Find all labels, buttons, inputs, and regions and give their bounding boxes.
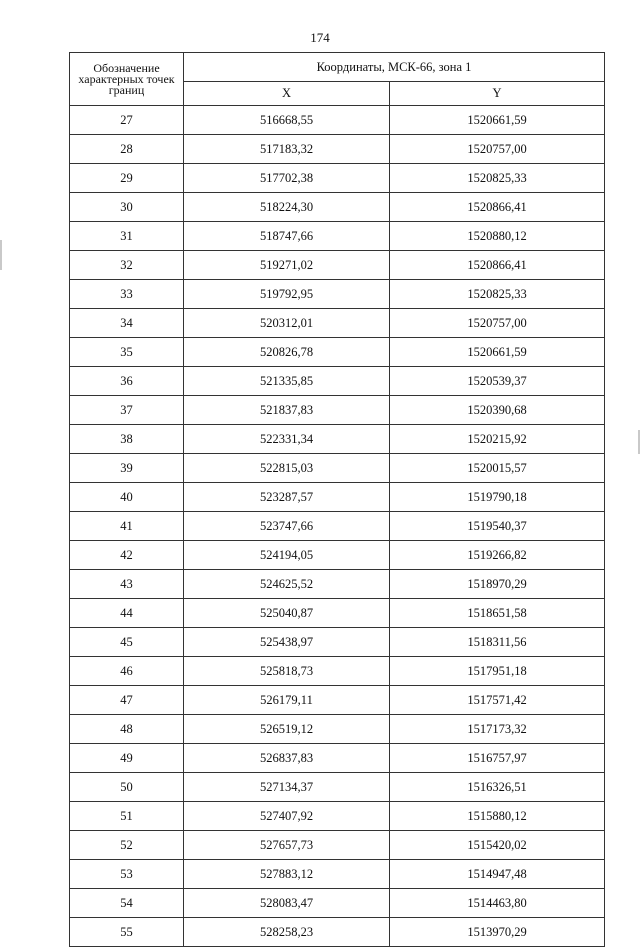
point-cell: 33 bbox=[70, 280, 184, 309]
y-cell: 1515420,02 bbox=[390, 831, 605, 860]
table-row bbox=[70, 106, 605, 135]
table-row bbox=[70, 164, 605, 193]
y-cell: 1514463,80 bbox=[390, 889, 605, 918]
y-cell: 1520539,37 bbox=[390, 367, 605, 396]
table-header-row bbox=[70, 53, 605, 82]
point-cell: 32 bbox=[70, 251, 184, 280]
table-row bbox=[70, 135, 605, 164]
y-cell: 1519266,82 bbox=[390, 541, 605, 570]
table-row bbox=[70, 483, 605, 512]
point-cell: 51 bbox=[70, 802, 184, 831]
table-row bbox=[70, 715, 605, 744]
point-cell: 40 bbox=[70, 483, 184, 512]
point-cell: 41 bbox=[70, 512, 184, 541]
x-cell: 526837,83 bbox=[184, 744, 390, 773]
point-cell: 34 bbox=[70, 309, 184, 338]
y-cell: 1520015,57 bbox=[390, 454, 605, 483]
y-cell: 1518651,58 bbox=[390, 599, 605, 628]
x-cell: 517702,38 bbox=[184, 164, 390, 193]
table-row bbox=[70, 860, 605, 889]
y-cell: 1516757,97 bbox=[390, 744, 605, 773]
table-row bbox=[70, 425, 605, 454]
y-cell: 1520757,00 bbox=[390, 135, 605, 164]
y-cell: 1520661,59 bbox=[390, 106, 605, 135]
x-cell: 522815,03 bbox=[184, 454, 390, 483]
y-cell: 1517951,18 bbox=[390, 657, 605, 686]
table-row bbox=[70, 918, 605, 947]
y-cell: 1520757,00 bbox=[390, 309, 605, 338]
point-cell: 30 bbox=[70, 193, 184, 222]
point-cell: 53 bbox=[70, 860, 184, 889]
point-cell: 50 bbox=[70, 773, 184, 802]
y-cell: 1520880,12 bbox=[390, 222, 605, 251]
table-row bbox=[70, 309, 605, 338]
x-cell: 525818,73 bbox=[184, 657, 390, 686]
point-cell: 55 bbox=[70, 918, 184, 947]
x-cell: 519792,95 bbox=[184, 280, 390, 309]
point-cell: 37 bbox=[70, 396, 184, 425]
point-cell: 47 bbox=[70, 686, 184, 715]
point-cell: 46 bbox=[70, 657, 184, 686]
table-row bbox=[70, 599, 605, 628]
table-row bbox=[70, 454, 605, 483]
y-cell: 1519540,37 bbox=[390, 512, 605, 541]
coordinates-table bbox=[69, 52, 605, 947]
point-cell: 28 bbox=[70, 135, 184, 164]
x-cell: 527407,92 bbox=[184, 802, 390, 831]
point-cell: 43 bbox=[70, 570, 184, 599]
point-cell: 42 bbox=[70, 541, 184, 570]
x-cell: 522331,34 bbox=[184, 425, 390, 454]
point-cell: 52 bbox=[70, 831, 184, 860]
x-cell: 523747,66 bbox=[184, 512, 390, 541]
x-cell: 520312,01 bbox=[184, 309, 390, 338]
table-row bbox=[70, 570, 605, 599]
x-cell: 525438,97 bbox=[184, 628, 390, 657]
x-cell: 528258,23 bbox=[184, 918, 390, 947]
table-row bbox=[70, 889, 605, 918]
y-cell: 1515880,12 bbox=[390, 802, 605, 831]
page-number: 174 bbox=[310, 30, 330, 45]
table-row bbox=[70, 744, 605, 773]
point-cell: 44 bbox=[70, 599, 184, 628]
x-cell: 520826,78 bbox=[184, 338, 390, 367]
x-cell: 519271,02 bbox=[184, 251, 390, 280]
y-column-header: Y bbox=[390, 82, 605, 106]
y-cell: 1520825,33 bbox=[390, 164, 605, 193]
point-column-header: Обозначение характерных точек границ bbox=[70, 53, 184, 106]
table-row bbox=[70, 773, 605, 802]
x-column-header: X bbox=[184, 82, 390, 106]
y-cell: 1520866,41 bbox=[390, 193, 605, 222]
x-cell: 528083,47 bbox=[184, 889, 390, 918]
y-cell: 1520215,92 bbox=[390, 425, 605, 454]
x-cell: 523287,57 bbox=[184, 483, 390, 512]
point-cell: 38 bbox=[70, 425, 184, 454]
coordinates-group-header: Координаты, МСК-66, зона 1 bbox=[184, 53, 605, 82]
y-cell: 1520866,41 bbox=[390, 251, 605, 280]
table-row bbox=[70, 367, 605, 396]
x-cell: 527134,37 bbox=[184, 773, 390, 802]
y-cell: 1520661,59 bbox=[390, 338, 605, 367]
x-cell: 524625,52 bbox=[184, 570, 390, 599]
y-cell: 1518311,56 bbox=[390, 628, 605, 657]
table-row bbox=[70, 338, 605, 367]
x-cell: 526179,11 bbox=[184, 686, 390, 715]
y-cell: 1516326,51 bbox=[390, 773, 605, 802]
point-cell: 36 bbox=[70, 367, 184, 396]
point-cell: 31 bbox=[70, 222, 184, 251]
table-body bbox=[70, 106, 605, 947]
y-cell: 1514947,48 bbox=[390, 860, 605, 889]
table-row bbox=[70, 512, 605, 541]
scan-edge-mark-left bbox=[0, 240, 2, 270]
x-cell: 518747,66 bbox=[184, 222, 390, 251]
table-row bbox=[70, 628, 605, 657]
x-cell: 524194,05 bbox=[184, 541, 390, 570]
table-row bbox=[70, 251, 605, 280]
y-cell: 1517173,32 bbox=[390, 715, 605, 744]
y-cell: 1520825,33 bbox=[390, 280, 605, 309]
point-cell: 45 bbox=[70, 628, 184, 657]
x-cell: 516668,55 bbox=[184, 106, 390, 135]
x-cell: 527657,73 bbox=[184, 831, 390, 860]
x-cell: 521335,85 bbox=[184, 367, 390, 396]
table-row bbox=[70, 802, 605, 831]
point-cell: 54 bbox=[70, 889, 184, 918]
x-cell: 521837,83 bbox=[184, 396, 390, 425]
table-row bbox=[70, 831, 605, 860]
table-row bbox=[70, 396, 605, 425]
table-row bbox=[70, 686, 605, 715]
y-cell: 1519790,18 bbox=[390, 483, 605, 512]
y-cell: 1513970,29 bbox=[390, 918, 605, 947]
x-cell: 517183,32 bbox=[184, 135, 390, 164]
x-cell: 526519,12 bbox=[184, 715, 390, 744]
point-cell: 49 bbox=[70, 744, 184, 773]
x-cell: 527883,12 bbox=[184, 860, 390, 889]
x-cell: 518224,30 bbox=[184, 193, 390, 222]
y-cell: 1517571,42 bbox=[390, 686, 605, 715]
table-row bbox=[70, 541, 605, 570]
x-cell: 525040,87 bbox=[184, 599, 390, 628]
point-cell: 27 bbox=[70, 106, 184, 135]
table-row bbox=[70, 222, 605, 251]
point-cell: 35 bbox=[70, 338, 184, 367]
point-cell: 29 bbox=[70, 164, 184, 193]
point-cell: 39 bbox=[70, 454, 184, 483]
table-row bbox=[70, 280, 605, 309]
y-cell: 1520390,68 bbox=[390, 396, 605, 425]
point-cell: 48 bbox=[70, 715, 184, 744]
table-row bbox=[70, 193, 605, 222]
y-cell: 1518970,29 bbox=[390, 570, 605, 599]
table-row bbox=[70, 657, 605, 686]
